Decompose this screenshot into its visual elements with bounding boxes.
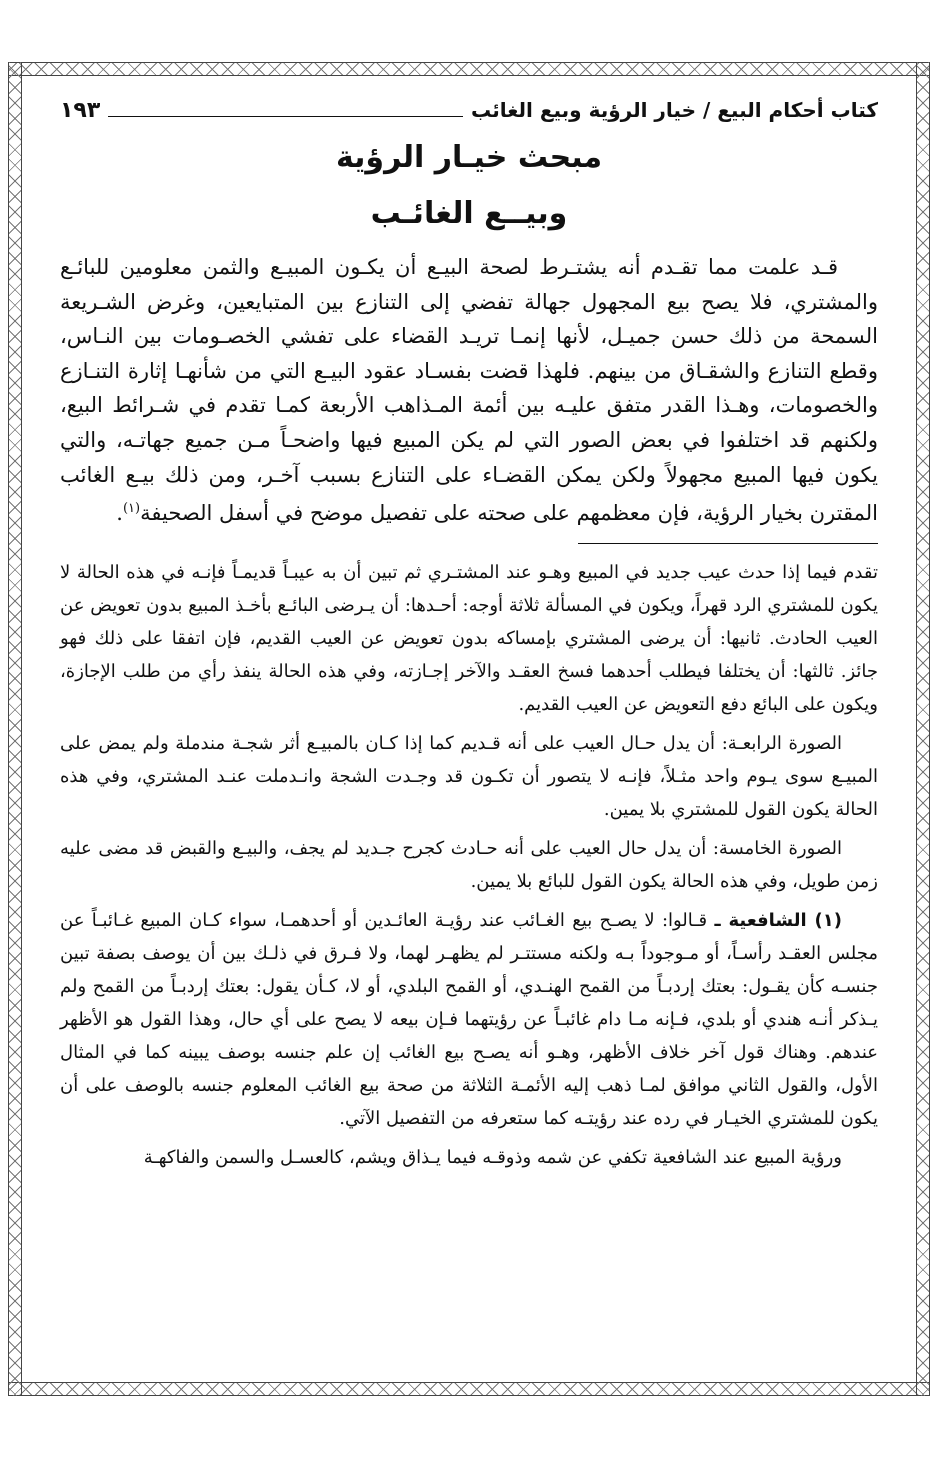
- ornamental-border-bottom: [8, 1382, 930, 1396]
- footnote-paragraph-2: الصورة الرابعـة: أن يدل حـال العيب على أنه قـديم كما إذا كـان بالمبيـع أثر شجـة مندملة ولم يمض على المبيـع سوى يـوم واحد مثـلاً، فإنـه لا يتصور أن تكـون قد وجـدت الشجة وانـدملت عنـد المشتري، وفي هذه الحالة يكون القول للمشتري بلا يمين.: [60, 732, 878, 820]
- footnote-ref: (١): [122, 501, 141, 517]
- running-header: [60, 90, 878, 130]
- header-rule: [108, 116, 463, 117]
- footnote-paragraph-3: الصورة الخامسة: أن يدل حال العيب على أنه حـادث كجرح جـديد لم يجف، والبيـع والقبض قد مضى عليه زمن طويل، وفي هذه الحالة يكون القول للبائع بلا يمين.: [60, 837, 878, 892]
- page-content: [60, 90, 878, 1180]
- main-paragraph: [60, 250, 878, 531]
- footnotes: [60, 556, 878, 1174]
- page-number: ١٩٣: [60, 97, 101, 123]
- section-title-line1: مبحث خيـار الرؤية: [335, 140, 603, 175]
- footnote-4-label: (١) الشافعية ـ: [714, 909, 842, 931]
- footnote-separator: [578, 543, 878, 544]
- book-title: كتاب أحكام البيع / خيار الرؤية وبيع الغائب: [471, 98, 878, 122]
- footnote-4-text: قـالوا: لا يصـح بيع الغـائب عند رؤيـة العائـدين أو أحدهمـا، سواء كـان المبيع غـائبـاً عن مجلس العقـد رأسـاً، أو مـوجوداً بـه ولكنه مستتـر لم يظهـر لهما، ولا فـرق في ذلـك بين أن يوصف بصفة تبين جنسـه كأن يقـول: بعتك إردبـاً من القمح الهنـدي، أو القمح البلدي، أو لا، كـأن يقول: بعتك إردبـاً من القمح ولم يـذكر أنـه هندي أو بلدي، فـإنه مـا دام غائبـاً عن رؤيتهما فـإن بيعه لا يصح على أي حال، وهذا القول هو الأظهر عندهم. وهناك قول آخر خلاف الأظهر، وهـو أنه يصـح بيع الغائب إن علم جنسه بوصف يبينه كما في المثال الأول، والقول الثاني موافق لمـا ذهب إليه الأئمـة الثلاثة من صحة بيع الغائب المعلوم جنسه بالوصف على أن يكون للمشتري الخيـار في رده عند رؤيتـه كما ستعرفه من التفصيل الآتي.: [60, 909, 878, 1129]
- ornamental-border-left: [8, 62, 22, 1396]
- footnote-paragraph-1: تقدم فيما إذا حدث عيب جديد في المبيع وهـو عند المشتـري ثم تبين أن به عيبـاً قديمـاً فإنـه في هذه الحالة لا يكون للمشتري الرد قهراً، ويكون في المسألة ثلاثة أوجه: أحـدها: أن يـرضى البائـع بأخـذ المبيع بدون تعويض عن العيب الحادث. ثانيها: أن يرضى المشتري بإمساكه بدون تعويض عن العيب القديم، فإن اتفقا على ذلك فهو جائز. ثالثها: أن يختلفا فيطلب أحدهما فسخ العقـد والآخر إجـازته، وفي هذه الحالة ينفذ رأي من طلب الإجازة، ويكون على البائع دفع التعويض عن العيب القديم.: [60, 561, 878, 715]
- main-end-mark: .: [116, 501, 123, 526]
- footnote-paragraph-4: [60, 904, 878, 1135]
- footnote-paragraph-5: ورؤية المبيع عند الشافعية تكفي عن شمه وذوقـه فيما يـذاق ويشم، كالعسـل والسمن والفاكهـة: [143, 1146, 842, 1168]
- main-text: [60, 250, 878, 531]
- section-title-line2: وبيــع الغائـب: [370, 196, 568, 231]
- ornamental-border-right: [916, 62, 930, 1396]
- main-paragraph-text: قـد علمت مما تقـدم أنه يشتـرط لصحة البيـع أن يكـون المبيـع والثمن معلومين للبائـع والمشتري، فلا يصح بيع المجهول جهالة تفضي إلى التنازع بين المتبايعين، وغرض الشـريعة السمحة من ذلك حسن جميـل، لأنها إنمـا تريـد القضاء على تفشي الخصـومات بين النـاس، وقطع التنازع والشقـاق من بينهم. فلهذا قضت بفسـاد عقود البيـع التي من شأنهـا إثارة التنـازع والخصومات، وهـذا القدر متفق عليـه بين أئمة المـذاهب الأربعة كمـا تقدم في شـرائط البيع، ولكنهم قد اختلفوا في بعض الصور التي لم يكن المبيع فيها واضحـاً مـن جميع جهاتـه، والتي يكون فيها المبيع مجهولاً ولكن يمكن القضـاء على التنازع بسبب آخـر، ومن ذلك بيـع الغائب المقترن بخيار الرؤية، فإن معظمهم على صحته على تفصيل موضح في أسفل الصحيفة: [60, 255, 878, 526]
- ornamental-border-top: [8, 62, 930, 76]
